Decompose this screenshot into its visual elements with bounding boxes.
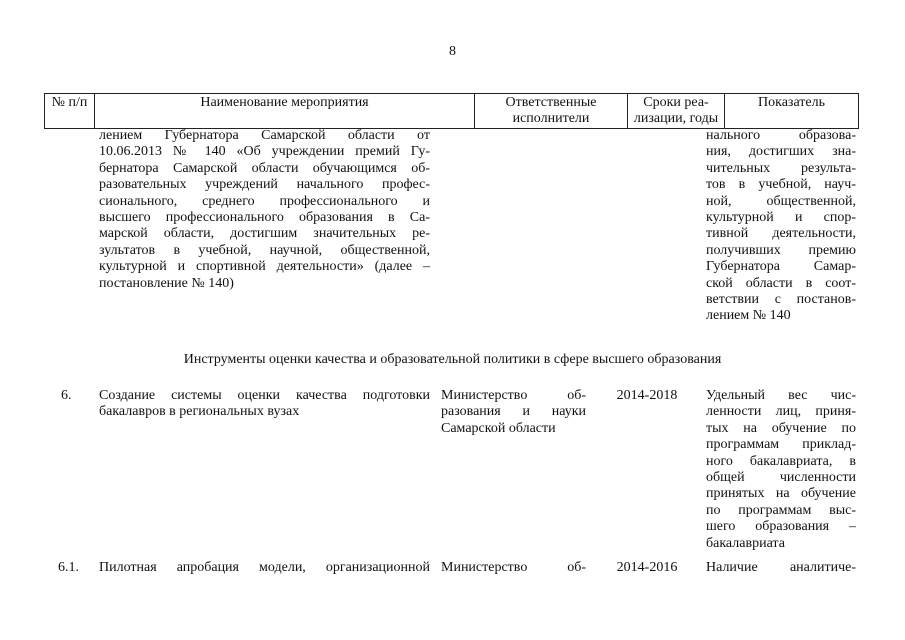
row6-period: 2014-2018	[616, 388, 678, 403]
section-title: Инструменты оценки качества и образовательной политики в сфере высшего образования	[183, 352, 722, 367]
row6-activity-name: Создание системы оценки качества подготовки бакалавров в региональных вузах	[99, 388, 430, 420]
row61-indicator: Наличие аналитиче-	[706, 560, 856, 575]
page-number: 8	[449, 44, 456, 59]
continued-indicator: нального образова- ния, достигших зна- чительных результа- тов в учебной, науч- ной, общественной, культурной и спор- тивной деятельности, получивших премию Губернатора Самар- ской области в соот- ветствии с постанов- лением № 140	[706, 128, 856, 324]
table-header	[44, 93, 859, 129]
row6-number: 6.	[61, 388, 72, 403]
header-executors: Ответственные исполнители	[475, 94, 628, 129]
row61-number: 6.1.	[58, 560, 79, 575]
row6-indicator: Удельный вес чис- ленности лиц, приня- тых на обучение по программам приклад- ного бакалавриата, в общей численности принятых на обучение по программам выс- шего образования – бакалавриата	[706, 388, 856, 551]
row6-executors: Министерство об- разования и науки Самарской области	[441, 388, 586, 436]
header-activity-name: Наименование мероприятия	[95, 94, 475, 129]
row61-period: 2014-2016	[616, 560, 678, 575]
row61-activity-name: Пилотная апробация модели, организационной	[99, 560, 430, 575]
header-indicator: Показатель	[725, 94, 859, 129]
header-number: № п/п	[45, 94, 95, 129]
continued-activity-name: лением Губернатора Самарской области от 10.06.2013 № 140 «Об учреждении премий Гу- бернатора Самарской области обучающимся об- разовательных учреждений начального профес- сионального, среднего профессионального и высшего профессионального образования в Са- марской области, достигшим значительных ре- зультатов в учебной, научной, общественной, культурной и спортивной деятельности» (далее – постановление № 140)	[99, 128, 430, 291]
header-period: Сроки реа-лизации, годы	[628, 94, 725, 129]
row61-executors: Министерство об-	[441, 560, 586, 575]
